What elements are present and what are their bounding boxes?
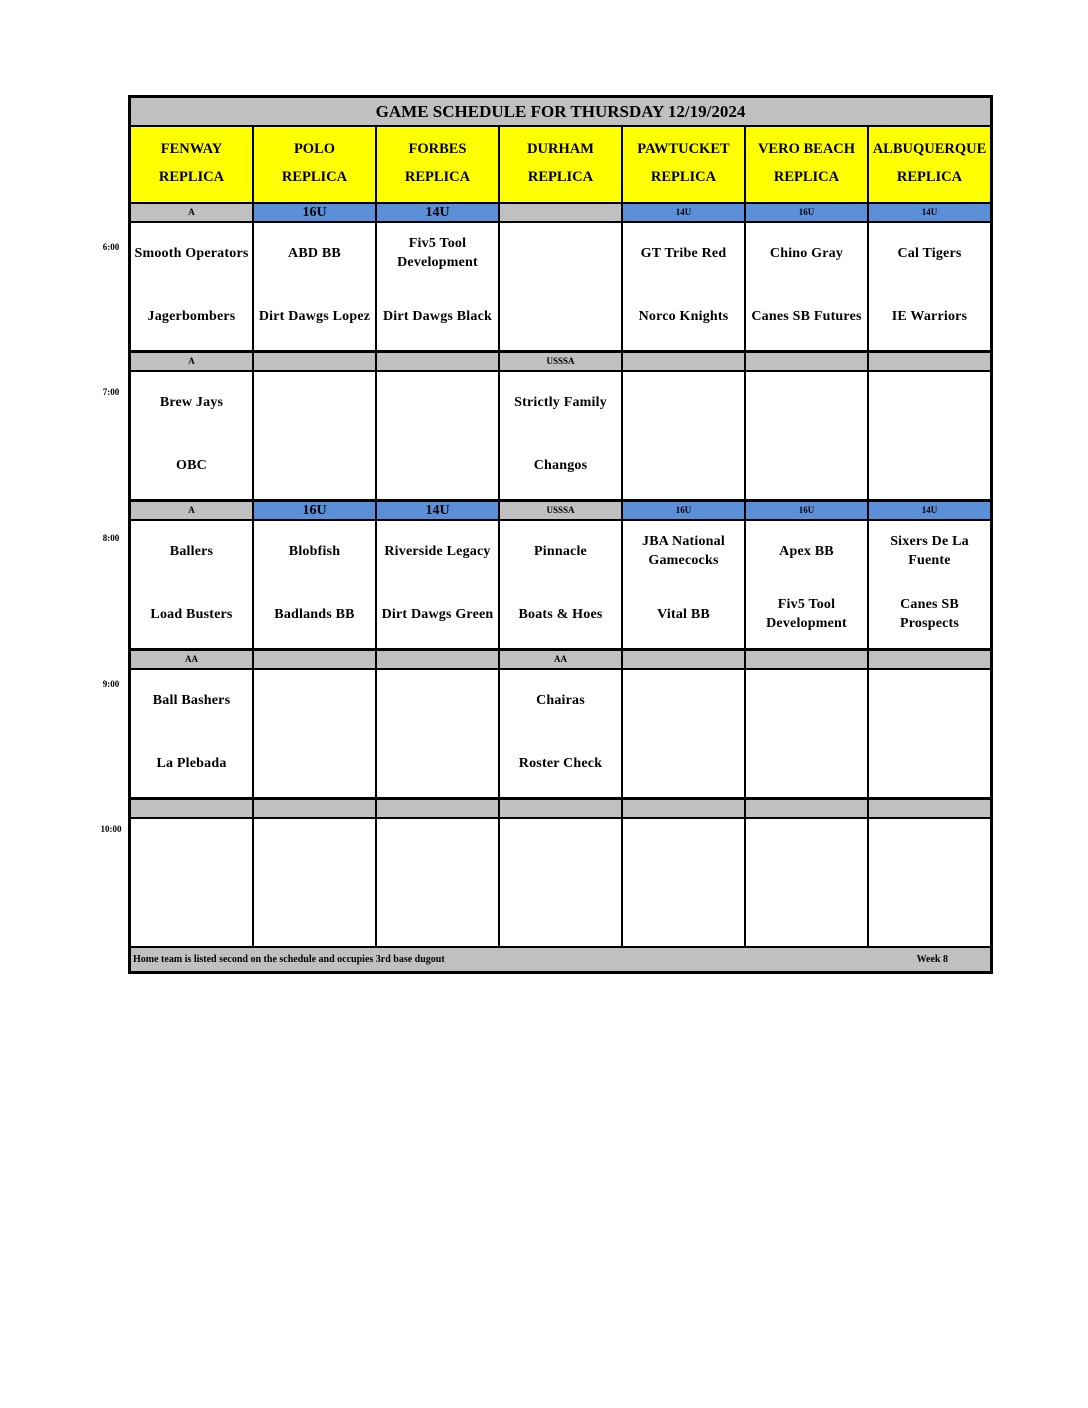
game-cell	[131, 223, 254, 350]
division-cell	[254, 651, 377, 668]
home-team	[377, 443, 498, 487]
schedule-footer	[131, 948, 990, 971]
division-cell	[746, 800, 869, 817]
away-team: Chino Gray	[769, 245, 844, 261]
home-team: La Plebada	[156, 755, 227, 771]
game-cell	[377, 819, 500, 946]
home-team: Norco Knights	[638, 308, 729, 324]
game-cell	[623, 670, 746, 797]
division-cell: A	[131, 502, 254, 519]
division-row	[131, 651, 990, 670]
home-team: Canes SB Futures	[751, 308, 862, 324]
division-cell	[500, 800, 623, 817]
away-team: Fiv5 Tool Development	[397, 236, 478, 270]
division-cell	[869, 353, 990, 370]
home-team: Dirt Dawgs Lopez	[258, 308, 371, 324]
away-team: Apex BB	[779, 543, 834, 559]
division-cell: USSSA	[500, 502, 623, 519]
field-subtitle: REPLICA	[281, 169, 348, 185]
field-name: PAWTUCKET	[637, 141, 730, 157]
time-label: 6:00	[102, 242, 120, 252]
games-row	[131, 521, 990, 651]
division-cell: AA	[500, 651, 623, 668]
game-cell	[746, 372, 869, 499]
division-cell	[746, 651, 869, 668]
game-cell	[131, 819, 254, 946]
division-cell	[377, 800, 500, 817]
home-team	[500, 890, 621, 934]
game-cell	[377, 223, 500, 350]
field-header	[869, 127, 990, 202]
field-header	[500, 127, 623, 202]
home-team: Boats & Hoes	[518, 606, 603, 622]
field-subtitle: REPLICA	[650, 169, 717, 185]
time-label: 8:00	[102, 533, 120, 543]
division-row	[131, 353, 990, 372]
game-cell	[623, 223, 746, 350]
division-cell	[869, 651, 990, 668]
game-cell	[500, 372, 623, 499]
division-cell: AA	[131, 651, 254, 668]
division-cell: 16U	[746, 204, 869, 221]
field-name: FORBES	[408, 141, 467, 157]
away-team	[500, 827, 621, 871]
game-cell	[746, 223, 869, 350]
away-team: Cal Tigers	[897, 245, 962, 261]
away-team	[623, 678, 744, 722]
division-cell: 14U	[377, 502, 500, 519]
field-subtitle: REPLICA	[773, 169, 840, 185]
game-cell	[377, 372, 500, 499]
field-name: POLO	[293, 141, 336, 157]
field-header	[623, 127, 746, 202]
field-header-row	[131, 127, 990, 204]
home-team: IE Warriors	[891, 308, 968, 324]
away-team: Ballers	[169, 543, 214, 559]
home-team: Vital BB	[657, 606, 710, 622]
home-team	[623, 741, 744, 785]
away-team	[623, 827, 744, 871]
field-subtitle: REPLICA	[158, 169, 225, 185]
field-name: FENWAY	[160, 141, 223, 157]
game-cell	[377, 521, 500, 648]
game-cell	[746, 670, 869, 797]
field-subtitle: REPLICA	[896, 169, 963, 185]
home-team-note: Home team is listed second on the schedule and occupies 3rd base dugout	[133, 954, 445, 965]
home-team	[500, 294, 621, 338]
division-cell	[869, 800, 990, 817]
away-team: Pinnacle	[534, 543, 587, 559]
game-cell	[869, 819, 990, 946]
division-cell	[377, 651, 500, 668]
away-team: Sixers De La Fuente	[890, 534, 969, 568]
away-team: Strictly Family	[514, 394, 607, 410]
schedule-table	[128, 95, 993, 974]
game-cell	[500, 521, 623, 648]
home-team	[254, 443, 375, 487]
home-team	[254, 890, 375, 934]
game-cell	[500, 223, 623, 350]
division-cell: 14U	[623, 204, 746, 221]
home-team	[746, 741, 867, 785]
game-cell	[869, 372, 990, 499]
division-cell: 16U	[746, 502, 869, 519]
division-cell	[254, 800, 377, 817]
away-team	[746, 827, 867, 871]
home-team: Canes SB Prospects	[899, 597, 960, 631]
field-name: DURHAM	[527, 141, 594, 157]
game-cell	[500, 670, 623, 797]
division-cell: 14U	[869, 204, 990, 221]
home-team: Dirt Dawgs Green	[381, 606, 494, 622]
division-cell: 16U	[254, 204, 377, 221]
field-subtitle: REPLICA	[527, 169, 594, 185]
home-team: OBC	[176, 457, 207, 473]
away-team: JBA National Gamecocks	[642, 534, 725, 568]
division-row	[131, 204, 990, 223]
game-cell	[254, 670, 377, 797]
division-cell	[623, 800, 746, 817]
game-cell	[254, 819, 377, 946]
games-row	[131, 670, 990, 800]
home-team: Jagerbombers	[147, 308, 236, 324]
away-team: Chairas	[536, 692, 585, 708]
away-team	[377, 678, 498, 722]
away-team: GT Tribe Red	[640, 245, 727, 261]
division-cell: USSSA	[500, 353, 623, 370]
away-team: Smooth Operators	[134, 245, 249, 261]
away-team	[623, 380, 744, 424]
away-team	[869, 380, 990, 424]
game-cell	[869, 521, 990, 648]
game-cell	[623, 372, 746, 499]
field-subtitle: REPLICA	[404, 169, 471, 185]
away-team	[254, 678, 375, 722]
away-team	[869, 827, 990, 871]
home-team	[623, 890, 744, 934]
games-row	[131, 372, 990, 502]
home-team	[254, 741, 375, 785]
away-team	[500, 231, 621, 275]
games-row	[131, 223, 990, 353]
division-cell	[623, 651, 746, 668]
away-team	[377, 827, 498, 871]
game-cell	[377, 670, 500, 797]
home-team	[869, 741, 990, 785]
home-team	[746, 890, 867, 934]
home-team	[746, 443, 867, 487]
division-cell: 14U	[377, 204, 500, 221]
game-cell	[254, 223, 377, 350]
division-cell	[131, 800, 254, 817]
home-team	[377, 890, 498, 934]
week-label: Week 8	[916, 954, 948, 965]
away-team	[377, 380, 498, 424]
division-cell	[377, 353, 500, 370]
game-cell	[623, 819, 746, 946]
away-team	[746, 678, 867, 722]
division-row	[131, 502, 990, 521]
time-label: 7:00	[102, 387, 120, 397]
home-team	[377, 741, 498, 785]
division-cell	[500, 204, 623, 221]
away-team: Ball Bashers	[152, 692, 231, 708]
division-row	[131, 800, 990, 819]
home-team: Fiv5 Tool Development	[766, 597, 847, 631]
away-team	[746, 380, 867, 424]
away-team: Blobfish	[288, 543, 341, 559]
home-team: Load Busters	[150, 606, 233, 622]
division-cell	[623, 353, 746, 370]
division-cell: 16U	[623, 502, 746, 519]
game-cell	[623, 521, 746, 648]
home-team	[869, 443, 990, 487]
game-cell	[131, 521, 254, 648]
games-row	[131, 819, 990, 948]
home-team: Badlands BB	[274, 606, 355, 622]
division-cell: 14U	[869, 502, 990, 519]
division-cell: A	[131, 204, 254, 221]
time-label: 9:00	[102, 679, 120, 689]
away-team	[254, 827, 375, 871]
field-header	[746, 127, 869, 202]
schedule-title: GAME SCHEDULE FOR THURSDAY 12/19/2024	[131, 98, 990, 127]
time-label: 10:00	[100, 824, 122, 834]
game-cell	[500, 819, 623, 946]
field-header	[131, 127, 254, 202]
game-cell	[254, 521, 377, 648]
game-cell	[746, 521, 869, 648]
game-cell	[746, 819, 869, 946]
division-cell: A	[131, 353, 254, 370]
home-team: Roster Check	[518, 755, 603, 771]
game-cell	[869, 670, 990, 797]
home-team	[623, 443, 744, 487]
game-cell	[131, 372, 254, 499]
away-team	[254, 380, 375, 424]
away-team: Brew Jays	[159, 394, 224, 410]
division-cell	[254, 353, 377, 370]
away-team	[131, 827, 252, 871]
home-team: Changos	[533, 457, 588, 473]
field-header	[377, 127, 500, 202]
game-cell	[254, 372, 377, 499]
away-team: Riverside Legacy	[384, 543, 491, 559]
division-cell: 16U	[254, 502, 377, 519]
division-cell	[746, 353, 869, 370]
game-cell	[869, 223, 990, 350]
field-name: VERO BEACH	[757, 141, 856, 157]
away-team	[869, 678, 990, 722]
field-name: ALBUQUERQUE	[872, 141, 987, 157]
home-team: Dirt Dawgs Black	[383, 308, 492, 324]
home-team	[869, 890, 990, 934]
home-team	[131, 890, 252, 934]
away-team: ABD BB	[288, 245, 341, 261]
field-header	[254, 127, 377, 202]
game-cell	[131, 670, 254, 797]
